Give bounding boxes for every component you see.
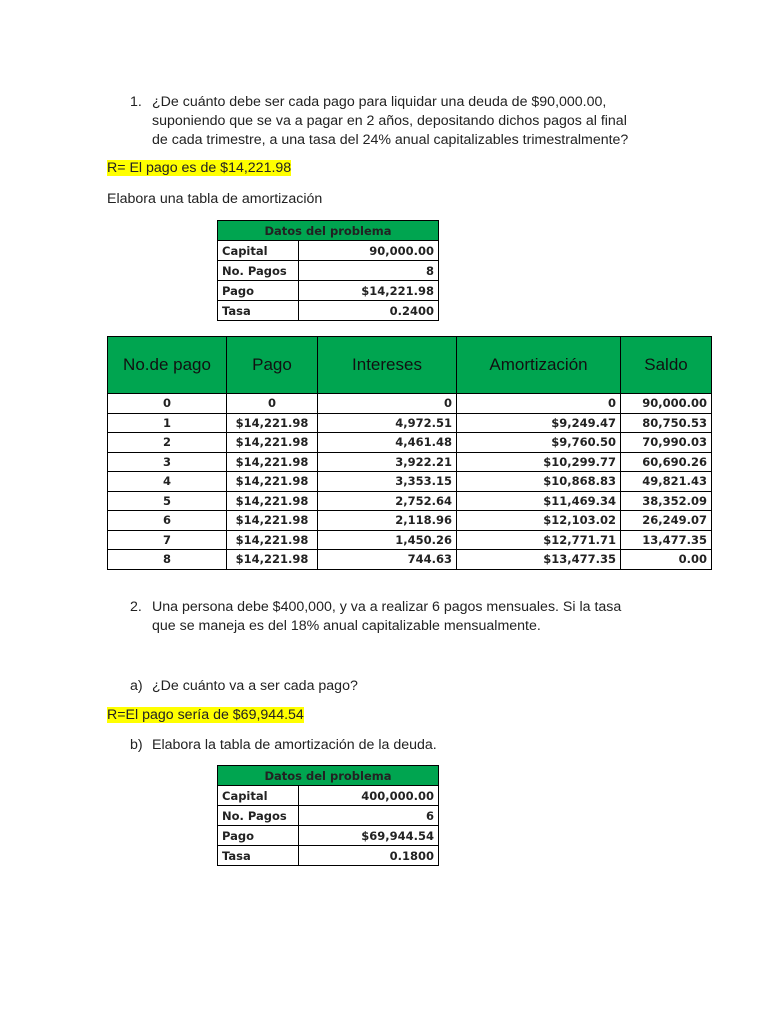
- table-row: [218, 241, 439, 261]
- amortization-body: [108, 394, 712, 570]
- datos-value: $14,221.98: [299, 281, 439, 301]
- datos-value: 0.1800: [299, 846, 439, 866]
- amortization-cell: $12,103.02: [457, 511, 621, 531]
- amortization-cell: $10,868.83: [457, 472, 621, 492]
- datos-label: Capital: [218, 241, 299, 261]
- table-row: [218, 806, 439, 826]
- column-header: No.de pago: [108, 337, 227, 394]
- payment-number-cell: 0: [108, 394, 227, 414]
- balance-cell: 0.00: [621, 550, 712, 570]
- payment-number-cell: 4: [108, 472, 227, 492]
- column-header: Saldo: [621, 337, 712, 394]
- interest-cell: 4,461.48: [318, 433, 457, 453]
- interest-cell: 1,450.26: [318, 530, 457, 550]
- datos-value: 0.2400: [299, 301, 439, 321]
- question-1-number: 1.: [130, 94, 142, 110]
- balance-cell: 60,690.26: [621, 452, 712, 472]
- datos-table-title: Datos del problema: [218, 221, 439, 241]
- column-header: Intereses: [318, 337, 457, 394]
- payment-number-cell: 8: [108, 550, 227, 570]
- table-row: [218, 786, 439, 806]
- table-row: [218, 846, 439, 866]
- amortization-cell: $9,249.47: [457, 413, 621, 433]
- balance-cell: 80,750.53: [621, 413, 712, 433]
- balance-cell: 13,477.35: [621, 530, 712, 550]
- answer-2-highlight: R=El pago sería de $69,944.54: [107, 707, 304, 723]
- table-row: [218, 301, 439, 321]
- datos-value: 400,000.00: [299, 786, 439, 806]
- payment-cell: $14,221.98: [227, 530, 318, 550]
- payment-number-cell: 6: [108, 511, 227, 531]
- table-row: [108, 491, 712, 511]
- datos-value: 90,000.00: [299, 241, 439, 261]
- payment-cell: $14,221.98: [227, 550, 318, 570]
- interest-cell: 0: [318, 394, 457, 414]
- question-2a-text: ¿De cuánto va a ser cada pago?: [152, 678, 358, 694]
- amortization-cell: $9,760.50: [457, 433, 621, 453]
- table-row: [218, 261, 439, 281]
- balance-cell: 70,990.03: [621, 433, 712, 453]
- question-2a-marker: a): [130, 678, 143, 694]
- payment-cell: $14,221.98: [227, 452, 318, 472]
- table-row: [108, 530, 712, 550]
- payment-number-cell: 3: [108, 452, 227, 472]
- payment-cell: $14,221.98: [227, 511, 318, 531]
- table-row: [108, 550, 712, 570]
- balance-cell: 90,000.00: [621, 394, 712, 414]
- table-row: [218, 281, 439, 301]
- amortization-header-row: [108, 337, 712, 394]
- question-1-text: [152, 93, 672, 150]
- column-header: Amortización: [457, 337, 621, 394]
- table-row: [108, 413, 712, 433]
- datos-value: 6: [299, 806, 439, 826]
- question-1-line: de cada trimestre, a una tasa del 24% anual capitalizables trimestralmente?: [152, 132, 629, 148]
- payment-number-cell: 1: [108, 413, 227, 433]
- datos-label: No. Pagos: [218, 806, 299, 826]
- balance-cell: 26,249.07: [621, 511, 712, 531]
- table-row: [218, 826, 439, 846]
- answer-2: [107, 706, 304, 725]
- interest-cell: 2,118.96: [318, 511, 457, 531]
- datos-label: Pago: [218, 826, 299, 846]
- amortization-cell: $10,299.77: [457, 452, 621, 472]
- interest-cell: 3,353.15: [318, 472, 457, 492]
- datos-label: Tasa: [218, 846, 299, 866]
- amortization-table: [107, 336, 712, 570]
- interest-cell: 3,922.21: [318, 452, 457, 472]
- question-1-line: suponiendo que se va a pagar en 2 años, depositando dichos pagos al final: [152, 113, 627, 129]
- balance-cell: 38,352.09: [621, 491, 712, 511]
- interest-cell: 2,752.64: [318, 491, 457, 511]
- question-2-number: 2.: [130, 599, 142, 615]
- payment-number-cell: 7: [108, 530, 227, 550]
- amortization-cell: 0: [457, 394, 621, 414]
- question-1-line: ¿De cuánto debe ser cada pago para liquidar una deuda de $90,000.00,: [152, 94, 607, 110]
- table-row: [108, 394, 712, 414]
- amortization-cell: $13,477.35: [457, 550, 621, 570]
- question-2-text: [152, 598, 672, 636]
- question-2b-marker: b): [130, 737, 143, 753]
- datos-value: 8: [299, 261, 439, 281]
- payment-number-cell: 2: [108, 433, 227, 453]
- datos-label: Tasa: [218, 301, 299, 321]
- payment-cell: $14,221.98: [227, 472, 318, 492]
- question-2b-text: Elabora la tabla de amortización de la deuda.: [152, 737, 437, 753]
- interest-cell: 744.63: [318, 550, 457, 570]
- question-2-line: Una persona debe $400,000, y va a realizar 6 pagos mensuales. Si la tasa: [152, 599, 622, 615]
- interest-cell: 4,972.51: [318, 413, 457, 433]
- payment-number-cell: 5: [108, 491, 227, 511]
- question-2-line: que se maneja es del 18% anual capitalizable mensualmente.: [152, 618, 541, 634]
- table-row: [108, 472, 712, 492]
- payment-cell: $14,221.98: [227, 433, 318, 453]
- payment-cell: $14,221.98: [227, 491, 318, 511]
- instruction-1: Elabora una tabla de amortización: [107, 191, 323, 207]
- datos-table-2: [217, 765, 439, 866]
- table-row: [108, 511, 712, 531]
- answer-1: [107, 159, 291, 178]
- datos-label: Pago: [218, 281, 299, 301]
- column-header: Pago: [227, 337, 318, 394]
- payment-cell: 0: [227, 394, 318, 414]
- datos-value: $69,944.54: [299, 826, 439, 846]
- balance-cell: 49,821.43: [621, 472, 712, 492]
- amortization-cell: $12,771.71: [457, 530, 621, 550]
- payment-cell: $14,221.98: [227, 413, 318, 433]
- table-row: [108, 452, 712, 472]
- datos-table-1: [217, 220, 439, 321]
- answer-1-highlight: R= El pago es de $14,221.98: [107, 160, 292, 176]
- amortization-cell: $11,469.34: [457, 491, 621, 511]
- datos-label: Capital: [218, 786, 299, 806]
- datos-label: No. Pagos: [218, 261, 299, 281]
- table-row: [108, 433, 712, 453]
- datos-table-title: Datos del problema: [218, 766, 439, 786]
